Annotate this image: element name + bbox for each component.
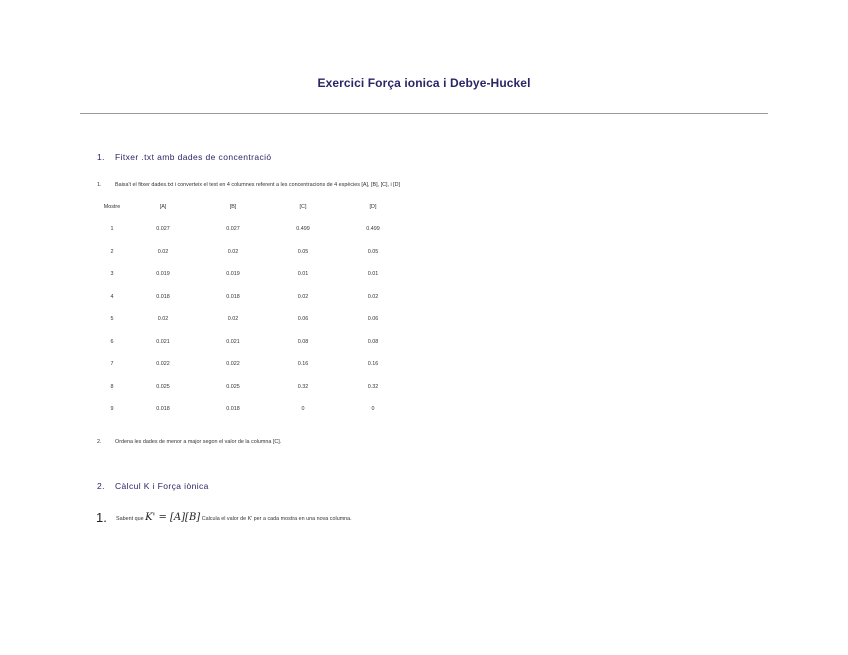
step-1-text: Baixa't el fitxer dades.txt i converteix el text en 4 columnes referent a les concentracions de 4 espècies [A], [B], [C], i [D] (115, 182, 401, 188)
table-cell: 0.08 (367, 338, 379, 345)
table-cell: 0.06 (367, 316, 379, 323)
table-cell: 0.499 (296, 226, 310, 233)
table-cell: 4 (110, 293, 114, 300)
column-header: [D] (369, 204, 377, 210)
table-cell: 0.05 (297, 248, 309, 255)
section-2-number: 2. (97, 481, 105, 491)
table-cell: 5 (110, 316, 114, 323)
table-cell: 0.01 (367, 271, 379, 278)
table-cell: 3 (110, 271, 114, 278)
step-1 (97, 182, 400, 188)
title-divider (80, 113, 768, 114)
step-2-text: Ordena les dades de menor a major segon el valor de la columna [C]. (115, 439, 282, 445)
table-cell: 0.32 (297, 383, 309, 390)
table-cell: 0.02 (227, 316, 239, 323)
table-cell: 8 (110, 383, 114, 390)
table-row (96, 241, 408, 264)
concentration-table (96, 204, 408, 421)
table-cell: 0.16 (367, 361, 379, 368)
table-row (96, 398, 408, 421)
table-cell: 0.019 (156, 271, 170, 278)
table-row (96, 376, 408, 399)
table-cell: 0.05 (367, 248, 379, 255)
step-3 (116, 512, 352, 523)
table-cell: 0.019 (226, 271, 240, 278)
table-cell: 0 (371, 406, 375, 413)
table-cell: 0.022 (226, 361, 240, 368)
table-cell: 0.025 (226, 383, 240, 390)
table-cell: 0.08 (297, 338, 309, 345)
table-cell: 0.022 (156, 361, 170, 368)
table-cell: 0.02 (367, 293, 379, 300)
table-cell: 0.02 (297, 293, 309, 300)
table-cell: 0.027 (226, 226, 240, 233)
table-row (96, 308, 408, 331)
table-cell: 0.025 (156, 383, 170, 390)
table-cell: 0.021 (226, 338, 240, 345)
step-2 (97, 439, 281, 445)
table-row (96, 353, 408, 376)
table-row (96, 263, 408, 286)
table-cell: 7 (110, 361, 114, 368)
table-cell: 0 (301, 406, 305, 413)
section-2-heading (97, 481, 209, 491)
column-header: [A] (159, 204, 167, 210)
step-3-number: 1. (96, 510, 107, 525)
table-cell: 0.02 (157, 316, 169, 323)
table-cell: 0.02 (157, 248, 169, 255)
table-cell: 0.06 (297, 316, 309, 323)
table-cell: 0.027 (156, 226, 170, 233)
table-cell: 1 (110, 226, 114, 233)
table-cell: 0.32 (367, 383, 379, 390)
section-1-number: 1. (97, 152, 105, 162)
step-2-number: 2. (97, 439, 102, 445)
table-cell: 0.018 (156, 406, 170, 413)
column-header: [C] (299, 204, 307, 210)
section-1-heading (97, 152, 272, 162)
equilibrium-formula: K' = [A][B] (145, 512, 201, 523)
table-row (96, 286, 408, 309)
table-cell: 0.02 (227, 248, 239, 255)
table-cell: 0.16 (297, 361, 309, 368)
section-2-title: Càlcul K i Força iònica (115, 481, 209, 491)
table-cell: 0.01 (297, 271, 309, 278)
table-cell: 0.018 (226, 406, 240, 413)
column-header: [B] (229, 204, 237, 210)
table-cell: 6 (110, 338, 114, 345)
table-row (96, 331, 408, 354)
table-cell: 0.499 (366, 226, 380, 233)
table-cell: 9 (110, 406, 114, 413)
table-header-row (96, 204, 408, 218)
section-1-title: Fitxer .txt amb dades de concentració (115, 152, 272, 162)
column-header: Mostre (103, 204, 121, 210)
table-cell: 0.018 (226, 293, 240, 300)
table-row (96, 218, 408, 241)
page-title: Exercici Força ionica i Debye-Huckel (317, 76, 531, 90)
step-3-prefix: Sabent que (116, 516, 144, 522)
table-cell: 0.021 (156, 338, 170, 345)
step-1-number: 1. (97, 182, 102, 188)
step-3-suffix: Calcula el valor de K' per a cada mostra en una nova columna. (201, 516, 352, 522)
table-cell: 2 (110, 248, 114, 255)
table-cell: 0.018 (156, 293, 170, 300)
